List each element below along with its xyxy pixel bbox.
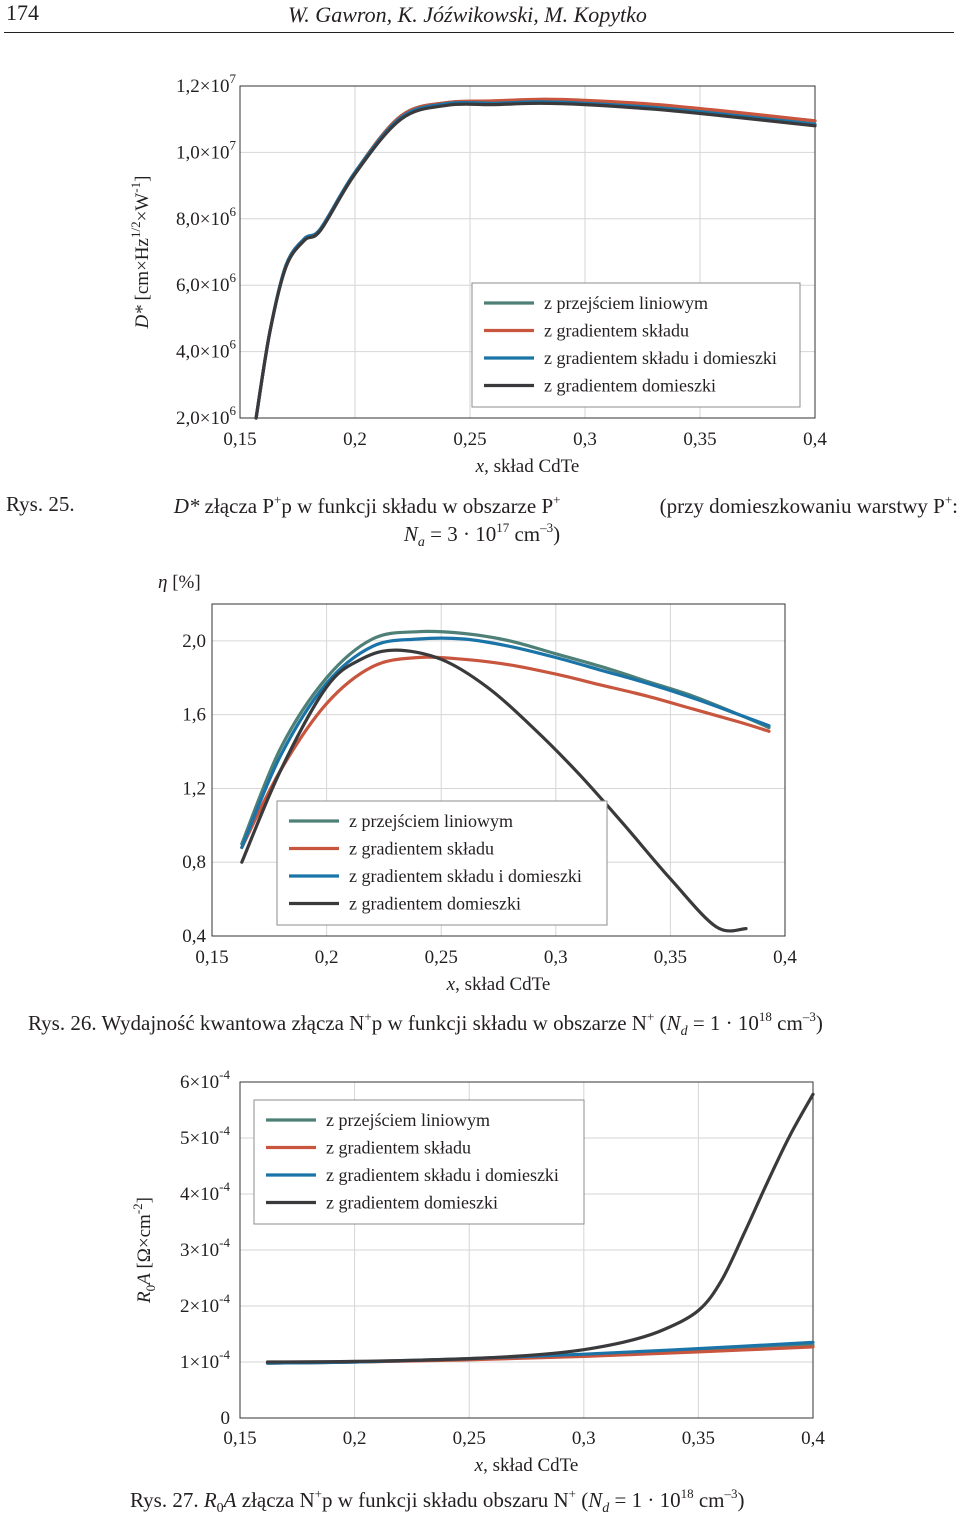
rys26-xtick-label-4: 0,35 xyxy=(653,947,688,968)
rys25-ytick-label-3 xyxy=(176,204,236,230)
caption-27-n: N xyxy=(588,1488,603,1512)
caption-25-sup1: + xyxy=(274,492,282,507)
rys25-ytick-mant-4: 1,0×10 xyxy=(176,142,230,164)
caption-25-t2: p w funkcji składu w obszarze P xyxy=(281,494,554,518)
caption-27-unit: cm xyxy=(698,1488,725,1512)
rys27-ylabel-sup: -2 xyxy=(130,1203,145,1215)
rys26-xlabel-rest: , skład CdTe xyxy=(455,974,551,995)
rys25-legend-label-1: z gradientem składu xyxy=(544,320,689,341)
rys25-ytick-mant-1: 4,0×10 xyxy=(176,341,230,363)
rys27-xlabel-var: x xyxy=(474,1455,484,1476)
rys27-legend-label-2: z gradientem składu i domieszki xyxy=(326,1165,559,1185)
caption-26-t2: p w funkcji składu w obszarze N xyxy=(371,1011,647,1035)
rys25-ytick-label-4 xyxy=(176,137,236,163)
caption-27-sub-d: d xyxy=(602,1501,610,1516)
rys27-ytick-exp-2: -4 xyxy=(219,1291,230,1306)
rys27-xtick-label-2: 0,25 xyxy=(452,1428,486,1449)
page-header xyxy=(0,0,960,36)
rys27-ytick-exp-6: -4 xyxy=(219,1067,230,1082)
rys25-xtick-label-5: 0,4 xyxy=(803,429,827,450)
rys25-ytick-exp-0: 6 xyxy=(229,403,236,418)
caption-25-sup3: + xyxy=(944,492,953,507)
caption-26-sup-18: 18 xyxy=(758,1009,772,1024)
rys25-ytick-label-0 xyxy=(176,403,236,429)
caption-27-sup-18: 18 xyxy=(680,1486,694,1501)
rys25-xtick-label-0: 0,15 xyxy=(223,429,257,450)
rys25-ytick-mant-2: 6,0×10 xyxy=(176,275,230,297)
rys27-ytick-label-4 xyxy=(180,1179,231,1205)
rys27-ytick-label-0 xyxy=(221,1408,231,1429)
rys27-ylabel-var2: A xyxy=(134,1273,155,1285)
rys27-xtick-label-1: 0,2 xyxy=(342,1428,367,1449)
rys26-ytick-label-1: 0,8 xyxy=(182,852,206,874)
caption-25-sup-17: 17 xyxy=(496,520,510,535)
rys25-xtick-label-2: 0,25 xyxy=(453,429,487,450)
rys26-xtick-label-2: 0,25 xyxy=(424,947,458,968)
rys25-ylabel-end: ] xyxy=(132,175,153,182)
rys27-ytick-label-6 xyxy=(180,1067,231,1093)
rys25-xtick-label-4: 0,35 xyxy=(683,429,717,450)
caption-25-t1: złącza P xyxy=(204,494,275,518)
rys25-legend-label-2: z gradientem składu i domieszki xyxy=(544,348,777,368)
caption-25-close: ) xyxy=(553,522,561,546)
running-head: W. Gawron, K. Jóźwikowski, M. Kopytko xyxy=(288,2,647,27)
caption-25-sup-m3: –3 xyxy=(540,520,554,535)
rys26-xtick-label-1: 0,2 xyxy=(314,947,339,968)
rys25-ylabel-var: D* xyxy=(132,305,153,329)
rys27-ytick-mant-0: 0 xyxy=(220,1408,230,1429)
caption-27-t1: złącza N xyxy=(241,1488,315,1512)
caption-27-close: ) xyxy=(737,1488,745,1512)
rys27-ytick-mant-2: 2×10 xyxy=(179,1296,220,1317)
rys25-ytick-mant-0: 2,0×10 xyxy=(176,408,230,429)
rys25-ylabel xyxy=(128,176,153,330)
caption-25-dstar: D* xyxy=(173,494,200,518)
rys25-ytick-exp-1: 6 xyxy=(229,336,236,352)
caption-25-sub-a: a xyxy=(417,535,425,550)
rys25-xlabel-var: x xyxy=(475,456,485,477)
rys25-xtick-label-3: 0,3 xyxy=(573,429,597,450)
rys27-xtick-label-5: 0,4 xyxy=(801,1428,825,1449)
rys27-ytick-mant-6: 6×10 xyxy=(179,1072,220,1093)
rys26-legend xyxy=(277,801,607,925)
rys27-ytick-mant-3: 3×10 xyxy=(179,1240,220,1261)
rys25-xlabel-rest: , skład CdTe xyxy=(484,456,580,477)
caption-26-sub-d: d xyxy=(680,1024,688,1039)
rys26-ytick-label-3: 1,6 xyxy=(182,704,206,726)
rys27-xtick-label-4: 0,35 xyxy=(681,1428,716,1449)
rys25-xtick-label-1: 0,2 xyxy=(343,429,367,450)
rys26-xlabel-var: x xyxy=(446,974,456,995)
caption-27-eq: = 1 · 10 xyxy=(614,1488,681,1512)
rys27-ytick-mant-1: 1×10 xyxy=(179,1352,220,1373)
rys27-legend xyxy=(254,1100,584,1224)
rys26-xtick-label-5: 0,4 xyxy=(773,947,797,968)
figure-25-chart xyxy=(0,70,960,480)
caption-27-a: A xyxy=(223,1488,237,1512)
caption-25-eq: = 3 · 10 xyxy=(430,522,497,546)
rys27-ytick-label-1 xyxy=(180,1347,231,1373)
rys26-legend-label-1: z gradientem składu xyxy=(349,838,494,859)
figure-27-chart xyxy=(0,1060,960,1480)
rys25-ytick-label-1 xyxy=(176,337,236,363)
caption-26-sup-m3: –3 xyxy=(802,1009,816,1024)
rys26-legend-label-3: z gradientem domieszki xyxy=(349,893,521,914)
caption-26-n: N xyxy=(666,1011,681,1035)
rys27-legend-label-3: z gradientem domieszki xyxy=(326,1192,498,1213)
caption-26-t3: ( xyxy=(659,1011,667,1035)
caption-25-n: N xyxy=(403,522,418,546)
caption-27-label: Rys. 27. xyxy=(130,1488,199,1512)
caption-27-sup2: + xyxy=(568,1486,576,1501)
rys25-ylabel-tail: ×W xyxy=(132,192,153,222)
rys27-ytick-exp-1: -4 xyxy=(219,1347,230,1362)
rys26-xtick-label-0: 0,15 xyxy=(195,947,229,968)
caption-25-t3: (przy domieszkowaniu warstwy P xyxy=(659,494,945,518)
rys27-ytick-label-5 xyxy=(180,1123,231,1149)
rys25-ytick-exp-3: 6 xyxy=(229,203,236,219)
rys27-ytick-label-3 xyxy=(180,1235,231,1261)
rys27-ytick-mant-4: 4×10 xyxy=(179,1184,220,1205)
rys27-ytick-exp-5: -4 xyxy=(219,1123,230,1138)
caption-27-sup-m3: –3 xyxy=(724,1486,738,1501)
rys27-ytick-label-2 xyxy=(180,1291,231,1317)
caption-rys-27 xyxy=(130,1486,745,1517)
caption-25-sup2: + xyxy=(553,492,561,507)
caption-26-sup1: + xyxy=(364,1009,372,1024)
page-number: 174 xyxy=(6,0,39,25)
rys25-ytick-label-5 xyxy=(176,71,236,97)
caption-27-sub0: 0 xyxy=(216,1501,224,1516)
rys25-ytick-exp-2: 6 xyxy=(229,270,236,286)
rys27-xtick-label-0: 0,15 xyxy=(223,1428,257,1449)
caption-27-t3: ( xyxy=(581,1488,589,1512)
caption-26-label: Rys. 26. xyxy=(28,1011,97,1035)
rys25-ytick-label-2 xyxy=(176,270,236,296)
rys26-ytick-label-4: 2,0 xyxy=(182,630,206,652)
caption-27-t2: p w funkcji składu obszaru N xyxy=(321,1488,569,1512)
rys27-ytick-exp-3: -4 xyxy=(219,1235,230,1250)
caption-26-sup2: + xyxy=(646,1009,655,1024)
rys27-ylabel-var: R xyxy=(134,1291,155,1304)
rys26-ytick-label-2: 1,2 xyxy=(182,778,206,800)
rys27-ytick-mant-5: 5×10 xyxy=(179,1128,220,1149)
rys27-xlabel-rest: , skład CdTe xyxy=(483,1455,579,1476)
rys26-ylabel-rest: [%] xyxy=(167,572,201,593)
rys27-ylabel xyxy=(130,1197,158,1304)
rys27-legend-label-0: z przejściem liniowym xyxy=(326,1110,490,1130)
rys26-legend-label-0: z przejściem liniowym xyxy=(349,811,513,831)
rys25-ylabel-rest: [cm×Hz xyxy=(132,238,153,306)
rys27-ylabel-rest: [Ω×cm xyxy=(134,1214,155,1274)
caption-26-unit: cm xyxy=(777,1011,803,1035)
rys27-xtick-label-3: 0,3 xyxy=(571,1428,596,1449)
rys26-xtick-label-3: 0,3 xyxy=(543,947,568,968)
rys25-ylabel-sup: 1/2 xyxy=(128,221,143,239)
caption-rys-25 xyxy=(6,492,958,551)
caption-26-t1: Wydajność kwantowa złącza N xyxy=(101,1011,365,1035)
rys25-ytick-exp-5: 7 xyxy=(229,71,236,86)
rys27-xlabel xyxy=(474,1455,579,1476)
rys25-legend-label-3: z gradientem domieszki xyxy=(544,375,716,396)
rys25-ylabel-sup2: -1 xyxy=(128,181,143,193)
header-rule xyxy=(4,32,954,33)
rys25-xlabel xyxy=(475,456,580,477)
rys26-ylabel xyxy=(158,572,201,593)
rys26-xlabel xyxy=(446,974,551,995)
rys25-ytick-mant-3: 8,0×10 xyxy=(176,208,230,230)
rys25-ytick-exp-4: 7 xyxy=(229,137,236,153)
rys25-legend xyxy=(472,283,800,407)
caption-25-label: Rys. 25. xyxy=(6,492,75,516)
caption-27-r: R xyxy=(203,1488,217,1512)
rys25-legend-label-0: z przejściem liniowym xyxy=(544,293,708,313)
caption-27-sup1: + xyxy=(314,1486,322,1501)
rys27-ytick-exp-4: -4 xyxy=(219,1179,230,1194)
caption-rys-26 xyxy=(28,1009,823,1040)
rys27-ylabel-end: ] xyxy=(134,1196,155,1204)
rys26-ytick-label-0: 0,4 xyxy=(182,926,206,947)
rys27-legend-label-1: z gradientem składu xyxy=(326,1137,471,1158)
caption-25-t4: : xyxy=(952,494,958,518)
caption-26-close: ) xyxy=(815,1011,823,1035)
rys26-legend-label-2: z gradientem składu i domieszki xyxy=(349,866,582,886)
caption-25-unit: cm xyxy=(514,522,541,546)
rys25-ytick-mant-5: 1,2×10 xyxy=(176,76,230,97)
caption-26-eq: = 1 · 10 xyxy=(692,1011,759,1035)
rys26-ylabel-var: η xyxy=(158,572,168,593)
rys27-ylabel-sub: 0 xyxy=(143,1284,158,1292)
figure-26-chart xyxy=(0,560,960,1000)
